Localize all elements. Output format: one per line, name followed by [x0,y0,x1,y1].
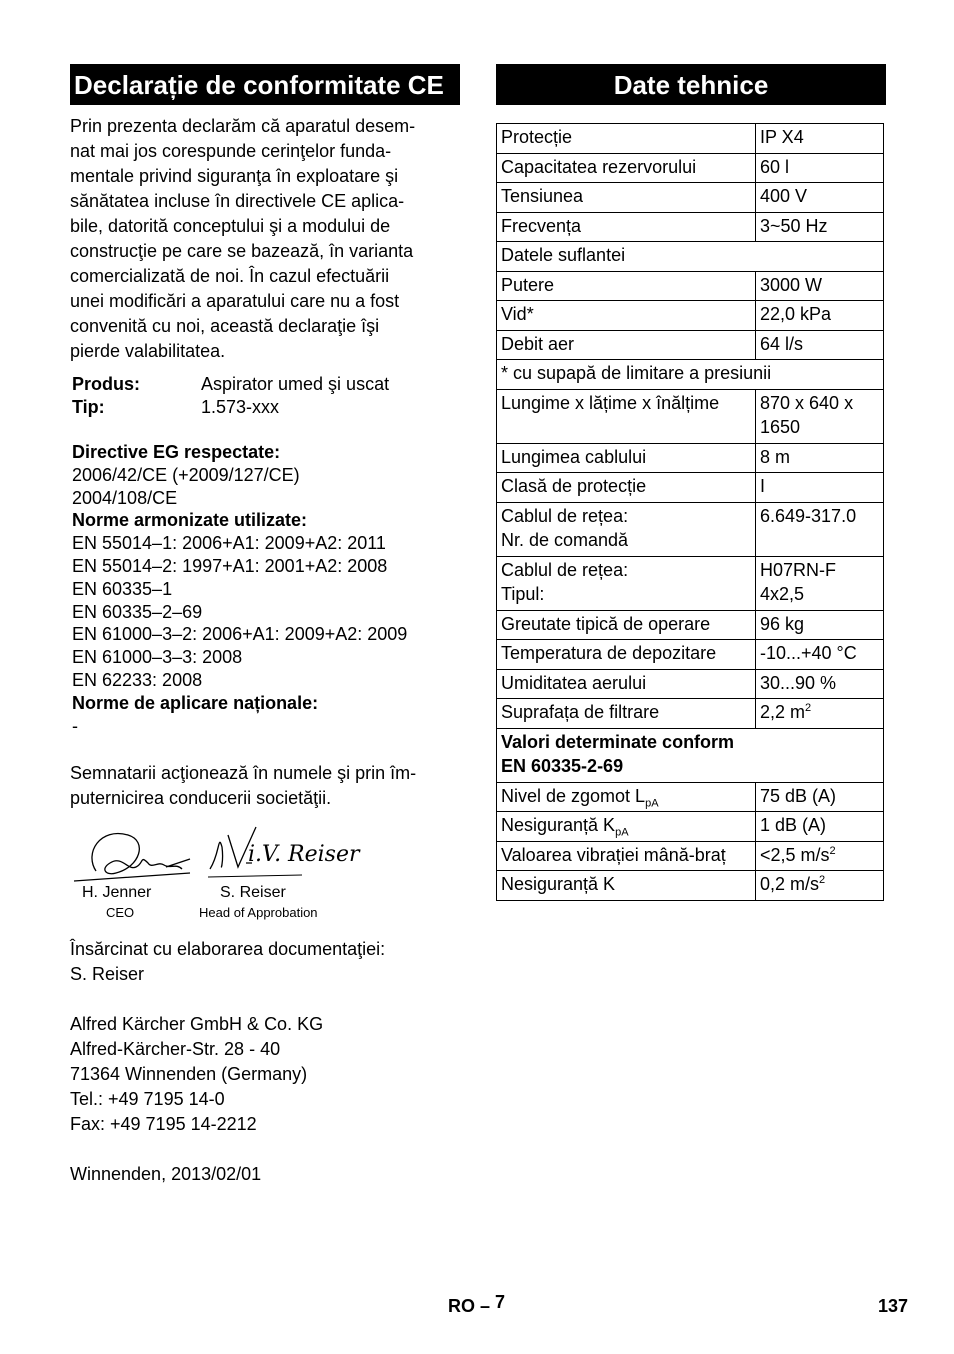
tech-row [497,473,884,503]
intro-line: construcţie pe care se bazează, în varianta [70,241,414,261]
tech-row [497,782,884,812]
tech-key-cell: Nivel de zgomot $L_{pA}$ [497,782,756,812]
directive-item: 2004/108/CE [72,487,178,508]
documentation-line: Însărcinat cu elaborarea documentaţiei: [70,939,386,960]
tech-value-cell: 60 l [756,153,884,183]
tech-value-cell: 22,0 kPa [756,301,884,331]
footer-local-page: 7 [495,1292,506,1312]
documentation-line: S. Reiser [70,964,145,985]
tech-key-cell: Capacitatea rezervorului [497,153,756,183]
type-label: Tip: [72,397,105,417]
intro-paragraph [70,114,460,364]
signatories-line: Semnatarii acţionează în numele şi prin îm- [70,763,417,784]
intro-line: pierde valabilitatea. [70,341,226,361]
tech-value-cell: IP X4 [756,124,884,154]
tech-value-cell: -10...+40 °C [756,640,884,670]
tech-key-cell: Cablul de rețea: Tipul: [497,556,756,610]
tech-row [497,443,884,473]
directive-item: 2006/42/CE (+2009/127/CE) [72,464,300,485]
tech-key-cell: Nesiguranță K [497,871,756,901]
tech-value-superscript: 2 [829,844,836,857]
conformity-title: Declarație de conformitate CE [70,64,460,105]
tech-value-cell: I [756,473,884,503]
tech-key-cell: Vid* [497,301,756,331]
intro-line: Prin prezenta declarăm că aparatul desem- [70,116,416,136]
address-line: Fax: +49 7195 14-2212 [70,1114,257,1135]
intro-line: bile, datorită conceptului şi a modului de [70,216,391,236]
tech-value-cell: 3000 W [756,271,884,301]
tech-key-cell: Clasă de protecție [497,473,756,503]
tech-row [497,330,884,360]
tech-row [497,360,884,390]
tech-value-cell: 870 x 640 x 1650 [756,389,884,443]
tech-value-cell: H07RN-F 4x2,5 [756,556,884,610]
tech-key-cell: Debit aer [497,330,756,360]
directives-heading: Directive EG respectate: [72,442,281,462]
norm-item: EN 61000–3–2: 2006+A1: 2009+A2: 2009 [72,624,408,645]
tech-value-cell: 2,2 $m^2$ [756,699,884,729]
tech-key-cell: Lungime x lățime x înălțime [497,389,756,443]
tech-row [497,728,884,782]
norm-item: EN 62233: 2008 [72,669,203,690]
address-line: Tel.: +49 7195 14-0 [70,1089,225,1110]
tech-key-cell: Temperatura de depozitare [497,640,756,670]
norms-heading: Norme armonizate utilizate: [72,510,308,531]
address-line: 71364 Winnenden (Germany) [70,1064,308,1085]
tech-key-cell: Suprafața de filtrare [497,699,756,729]
tech-value-cell: 75 dB (A) [756,782,884,812]
national-norms-value: - [72,715,78,736]
intro-line: convenită cu noi, această declaraţie îşi [70,316,380,336]
tech-value-cell: 0,2 $m/s^2$ [756,871,884,901]
tech-key-cell: Frecvența [497,212,756,242]
tech-value-cell: 30...90 % [756,669,884,699]
tech-value-cell: 1 dB (A) [756,812,884,842]
address-line: Alfred-Kärcher-Str. 28 - 40 [70,1039,281,1060]
tech-row [497,124,884,154]
signatories-line: puternicirea conducerii societăţii. [70,788,332,809]
address-line: Alfred Kärcher GmbH & Co. KG [70,1014,324,1035]
tech-row [497,153,884,183]
tech-key-cell: Putere [497,271,756,301]
tech-row [497,699,884,729]
norm-item: EN 55014–1: 2006+A1: 2009+A2: 2011 [72,533,386,554]
tech-section-cell: Valori determinate conform EN 60335-2-69 [497,728,884,782]
product-info [70,373,460,419]
product-row [70,373,460,396]
national-norms-heading: Norme de aplicare naționale: [72,692,319,713]
tech-row [497,183,884,213]
intro-line: nat mai jos corespunde cerinţelor funda- [70,141,392,161]
tech-value-cell: 96 kg [756,610,884,640]
footer-lang-code: RO [448,1296,475,1316]
tech-section-cell: Datele suflantei [497,242,884,272]
footer-dash: – [480,1296,491,1316]
tech-row [497,242,884,272]
intro-line: mentale privind siguranţa în exploatare şi [70,166,399,186]
tech-row [497,610,884,640]
intro-line: unei modificări a aparatului care nu a fost [70,291,400,311]
signature-jenner [70,823,360,893]
signature-area [70,815,460,935]
tech-row [497,556,884,610]
tech-value-superscript: 2 [805,702,812,714]
technical-data-title: Date tehnice [496,64,886,105]
norm-item: EN 60335–2–69 [72,601,203,622]
tech-key-subscript: pA [615,826,629,839]
type-value: 1.573-xxx [201,397,280,417]
signer1-title: CEO [106,905,135,921]
tech-row [497,301,884,331]
tech-section-cell: * cu supapă de limitare a presiunii [497,360,884,390]
intro-line: comercializată de noi. În cazul efectuării [70,266,390,286]
tech-value-cell: 6.649-317.0 [756,502,884,556]
tech-value-cell: <2,5 $m/s^2$ [756,841,884,871]
tech-value-superscript: 2 [819,874,826,886]
tech-row [497,669,884,699]
norm-item: EN 60335–1 [72,578,173,599]
signer2-title: Head of Approbation [199,905,318,921]
tech-value-cell: 8 m [756,443,884,473]
tech-row [497,812,884,842]
documentation-block [70,937,460,987]
tech-key-cell: Protecție [497,124,756,154]
directives-block [70,441,460,737]
conformity-declaration-column [70,64,460,1187]
type-row [70,396,460,419]
tech-key-cell: Valoarea vibrației mână-braț [497,841,756,871]
tech-key-cell: Cablul de rețea: Nr. de comandă [497,502,756,556]
tech-key-cell: Greutate tipică de operare [497,610,756,640]
tech-row [497,212,884,242]
place-date: Winnenden, 2013/02/01 [70,1164,262,1185]
footer-lang [448,1292,506,1317]
technical-data-column [496,64,886,901]
tech-row [497,871,884,901]
tech-row [497,389,884,443]
tech-value-cell: 3~50 Hz [756,212,884,242]
page-number: 137 [878,1296,909,1316]
signature-reiser: i.V. Reiser [248,842,360,868]
tech-key-cell: Lungimea cablului [497,443,756,473]
signer2-name: S. Reiser [220,884,286,902]
norm-item: EN 61000–3–3: 2008 [72,647,243,668]
tech-row [497,502,884,556]
norm-item: EN 55014–2: 1997+A1: 2001+A2: 2008 [72,555,388,576]
technical-data-table [496,123,884,901]
tech-value-cell: 64 l/s [756,330,884,360]
tech-row [497,841,884,871]
tech-value-cell: 400 V [756,183,884,213]
signer1-name: H. Jenner [82,884,152,902]
tech-key-subscript: pA [645,797,659,810]
product-label: Produs: [72,374,141,394]
intro-line: sănătatea incluse în directivele CE aplica- [70,191,405,211]
address-block [70,1012,460,1137]
tech-row [497,271,884,301]
product-value: Aspirator umed şi uscat [201,374,390,394]
signatories-paragraph [70,761,460,811]
tech-key-cell: Nesiguranță $K_{pA}$ [497,812,756,842]
tech-row [497,640,884,670]
tech-key-cell: Tensiunea [497,183,756,213]
tech-key-cell: Umiditatea aerului [497,669,756,699]
